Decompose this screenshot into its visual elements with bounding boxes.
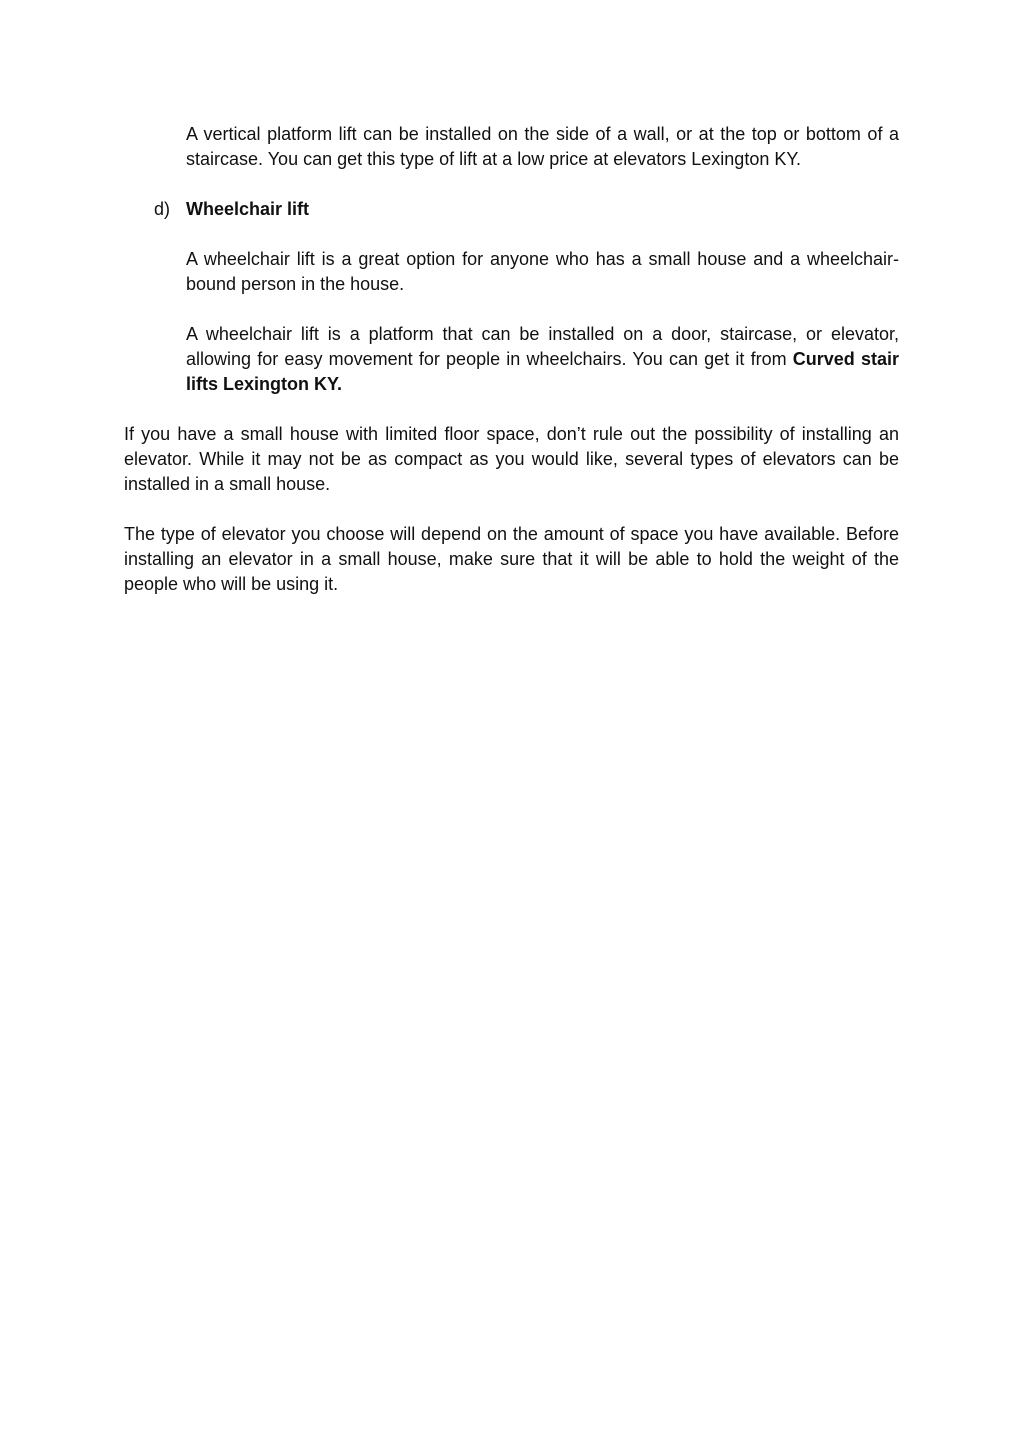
curved-stair-lifts-link-text: Curved stair lifts Lexington KY. xyxy=(186,349,899,394)
paragraph-wheelchair-platform-text: A wheelchair lift is a platform that can be installed on a door, staircase, or elevator, allowing for easy movement for people in wheelchairs. You can get it from xyxy=(186,324,899,369)
paragraph-wheelchair-option: A wheelchair lift is a great option for anyone who has a small house and a wheelchair-bound person in the house. xyxy=(186,249,899,294)
list-item-title: Wheelchair lift xyxy=(186,199,310,219)
list-marker: d) xyxy=(154,199,171,219)
paragraph-small-house: If you have a small house with limited floor space, don’t rule out the possibility of installing an elevator. While it may not be as compact as you would like, several types of elevators can be installed in a small house. xyxy=(124,424,899,494)
paragraph-vertical-lift: A vertical platform lift can be installed on the side of a wall, or at the top or bottom of a staircase. You can get this type of lift at a low price at elevators Lexington KY. xyxy=(186,124,899,169)
paragraph-wheelchair-platform xyxy=(186,322,899,397)
paragraph-type-of-elevator: The type of elevator you choose will depend on the amount of space you have available. Before installing an elevator in a small house, make sure that it will be able to hold the weight of the people who will be using it. xyxy=(124,524,899,594)
